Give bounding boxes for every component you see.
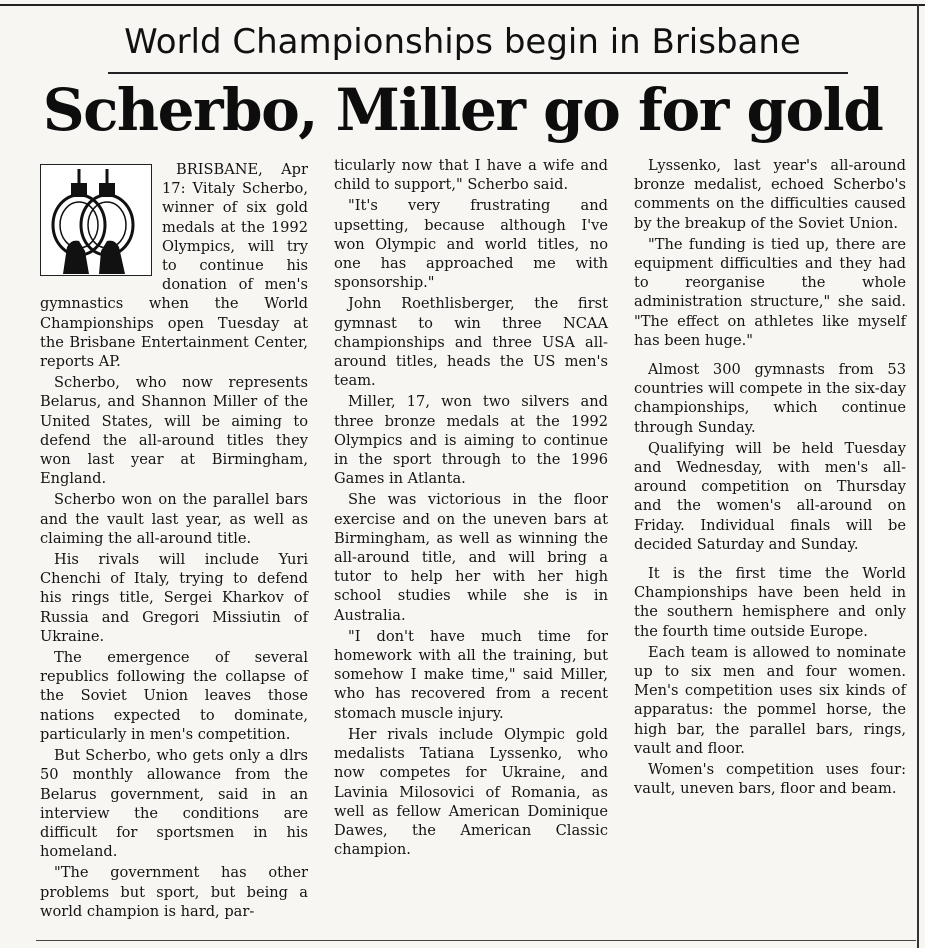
article-column-1 — [40, 160, 308, 921]
kicker-underline — [108, 72, 848, 74]
paragraph: The emergence of several republics following the collapse of the Soviet Union leaves those nations expected to dominate, particularly in men's competition. — [40, 649, 308, 743]
paragraph: Qualifying will be held Tuesday and Wednesday, with men's all-around competition on Thursday and the women's all-around on Friday. Individual finals will be decided Saturday and Sunday. — [634, 439, 906, 553]
gymnastics-rings-icon — [40, 164, 152, 276]
paragraph: John Roethlisberger, the first gymnast to win three NCAA championships and three USA all-around titles, heads the US men's team. — [334, 295, 608, 390]
paragraph: ticularly now that I have a wife and child to support," Scherbo said. — [334, 157, 608, 194]
paragraph: Miller, 17, won two silvers and three bronze medals at the 1992 Olympics and is aiming to continue in the sport through to the 1996 Games in Atlanta. — [334, 393, 608, 488]
paragraph: "The funding is tied up, there are equipment difficulties and they had to reorganise the whole administration structure," she said. "The effect on athletes like myself has been huge." — [634, 235, 906, 349]
column-rule — [917, 4, 919, 948]
paragraph: Her rivals include Olympic gold medalists Tatiana Lyssenko, who now competes for Ukraine, and Lavinia Milosovici of Romania, as well as fellow American Dominique Dawes, the American Classic champion. — [334, 725, 608, 859]
paragraph: "The government has other problems but sport, but being a world champion is hard, par- — [40, 864, 308, 920]
paragraph: "I don't have much time for homework with all the training, but somehow I make time," said Miller, who has recovered from a recent stomach muscle injury. — [334, 627, 608, 722]
paragraph: Scherbo won on the parallel bars and the vault last year, as well as claiming the all-around title. — [40, 491, 308, 547]
paragraph: His rivals will include Yuri Chenchi of Italy, trying to defend his rings title, Sergei Kharkov of Russia and Gregori Missiutin of Ukraine. — [40, 551, 308, 645]
paragraph: Scherbo, who now represents Belarus, and Shannon Miller of the United States, will be aiming to defend the all-around titles they won last year at Birmingham, England. — [40, 374, 308, 488]
paragraph: It is the first time the World Championships have been held in the southern hemisphere and only the fourth time outside Europe. — [634, 565, 906, 640]
paragraph: "It's very frustrating and upsetting, because although I've won Olympic and world titles, no one has approached me with sponsorship." — [334, 197, 608, 292]
paragraph: Women's competition uses four: vault, uneven bars, floor and beam. — [634, 761, 906, 798]
article-column-3 — [634, 156, 906, 799]
paragraph: Lyssenko, last year's all-around bronze medalist, echoed Scherbo's comments on the difficulties caused by the breakup of the Soviet Union. — [634, 157, 906, 232]
paragraph: Each team is allowed to nominate up to six men and four women. Men's competition uses six kinds of apparatus: the pommel horse, the high bar, the parallel bars, rings, vault and floor. — [634, 643, 906, 757]
paragraph: BRISBANE, Apr 17: Vitaly Scherbo, winner of six gold medals at the 1992 Olympics, will try to continue his donation of men's gymnastics when the World Championships open Tuesday at the Brisbane Entertainment Center, reports AP. — [40, 161, 308, 371]
headline: Scherbo, Miller go for gold — [42, 76, 883, 144]
paragraph: But Scherbo, who gets only a dlrs 50 monthly allowance from the Belarus government, said in an interview the conditions are difficult for sportsmen in his homeland. — [40, 747, 308, 861]
bottom-rule — [36, 940, 916, 941]
paragraph: Almost 300 gymnasts from 53 countries will compete in the six-day championships, which continue through Sunday. — [634, 361, 906, 436]
article-column-2 — [334, 156, 608, 859]
kicker: World Championships begin in Brisbane — [124, 22, 801, 62]
paragraph: She was victorious in the floor exercise and on the uneven bars at Birmingham, as well as winning the all-around title, and will bring a tutor to help her with her high school studies while she is in Australia. — [334, 491, 608, 624]
top-rule — [0, 4, 925, 6]
